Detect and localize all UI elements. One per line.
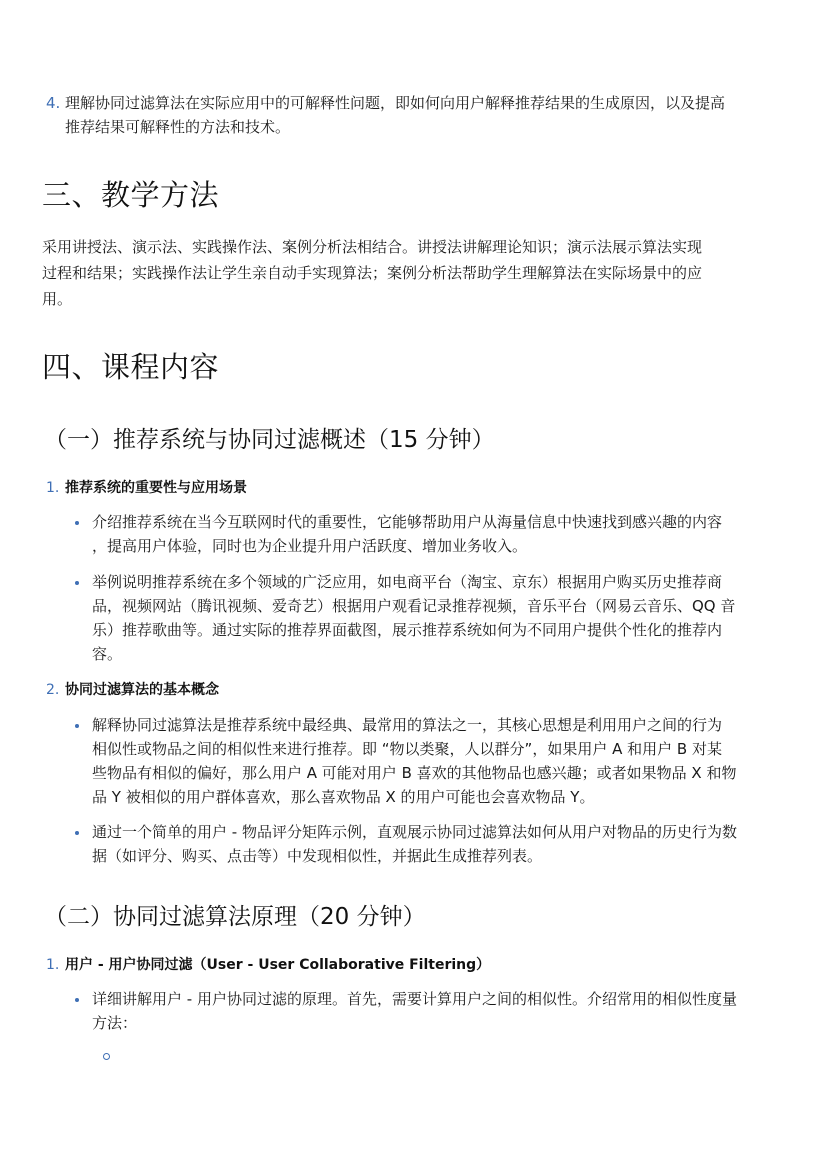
bullet-line: 些物品有相似的偏好，那么用户 A 可能对用户 B 喜欢的其他物品也感兴趣；或者如果物品 X 和物 — [92, 764, 737, 782]
list-item-line: 推荐结果可解释性的方法和技术。 — [65, 118, 291, 136]
bullet-icon — [75, 724, 79, 728]
paragraph-line: 过程和结果；实践操作法让学生亲自动手实现算法；案例分析法帮助学生理解算法在实际场景中的应 — [42, 264, 703, 282]
bullet-text — [92, 570, 808, 666]
list-heading: 推荐系统的重要性与应用场景 — [65, 480, 247, 496]
bullet-text — [92, 820, 808, 868]
bullet-line: 通过一个简单的用户 - 物品评分矩阵示例，直观展示协同过滤算法如何从用户对物品的历史行为数 — [92, 823, 737, 841]
bullet-line: 品，视频网站（腾讯视频、爱奇艺）根据用户观看记录推荐视频，音乐平台（网易云音乐、QQ 音 — [92, 597, 736, 615]
bullet-line: 详细讲解用户 - 用户协同过滤的原理。首先，需要计算用户之间的相似性。介绍常用的相似性度量 — [92, 990, 737, 1008]
list-number: 1. — [46, 480, 60, 496]
subsection-title: （一）推荐系统与协同过滤概述（15 分钟） — [44, 427, 495, 453]
subsection-title: （二）协同过滤算法原理（20 分钟） — [44, 904, 426, 930]
bullet-icon — [75, 998, 79, 1002]
section-title: 四、课程内容 — [42, 350, 220, 384]
bullet-line: 介绍推荐系统在当今互联网时代的重要性，它能够帮助用户从海量信息中快速找到感兴趣的内容 — [92, 513, 723, 531]
paragraph — [42, 234, 802, 312]
bullet-text — [92, 713, 808, 809]
bullet-line: 容。 — [92, 645, 123, 663]
list-heading: 协同过滤算法的基本概念 — [65, 682, 219, 698]
bullet-text — [92, 987, 808, 1035]
bullet-text — [92, 510, 808, 558]
bullet-line: 据（如评分、购买、点击等）中发现相似性，并据此生成推荐列表。 — [92, 847, 543, 865]
list-item-line: 理解协同过滤算法在实际应用中的可解释性问题，即如何向用户解释推荐结果的生成原因，以及提高 — [65, 94, 726, 112]
bullet-line: 举例说明推荐系统在多个领域的广泛应用，如电商平台（淘宝、京东）根据用户购买历史推荐商 — [92, 573, 723, 591]
bullet-line: 方法： — [92, 1014, 138, 1032]
bullet-line: ，提高用户体验，同时也为企业提升用户活跃度、增加业务收入。 — [92, 537, 528, 555]
sub-bullet-icon — [103, 1053, 110, 1060]
section-title: 三、教学方法 — [42, 178, 220, 212]
paragraph-line: 用。 — [42, 290, 73, 308]
bullet-line: 品 Y 被相似的用户群体喜欢，那么喜欢物品 X 的用户可能也会喜欢物品 Y。 — [92, 788, 595, 806]
paragraph-line: 采用讲授法、演示法、实践操作法、案例分析法相结合。讲授法讲解理论知识；演示法展示算法实现 — [42, 238, 703, 256]
list-item — [65, 91, 815, 139]
bullet-icon — [75, 831, 79, 835]
bullet-icon — [75, 521, 79, 525]
list-heading: 用户 - 用户协同过滤（User - User Collaborative Filtering） — [65, 957, 491, 973]
bullet-line: 解释协同过滤算法是推荐系统中最经典、最常用的算法之一，其核心思想是利用用户之间的行为 — [92, 716, 723, 734]
bullet-icon — [75, 581, 79, 585]
bullet-line: 相似性或物品之间的相似性来进行推荐。即 “物以类聚，人以群分”，如果用户 A 和用户 B 对某 — [92, 740, 722, 758]
list-number: 4. — [46, 94, 61, 112]
bullet-line: 乐）推荐歌曲等。通过实际的推荐界面截图，展示推荐系统如何为不同用户提供个性化的推荐内 — [92, 621, 723, 639]
list-number: 2. — [46, 682, 60, 698]
list-number: 1. — [46, 957, 60, 973]
